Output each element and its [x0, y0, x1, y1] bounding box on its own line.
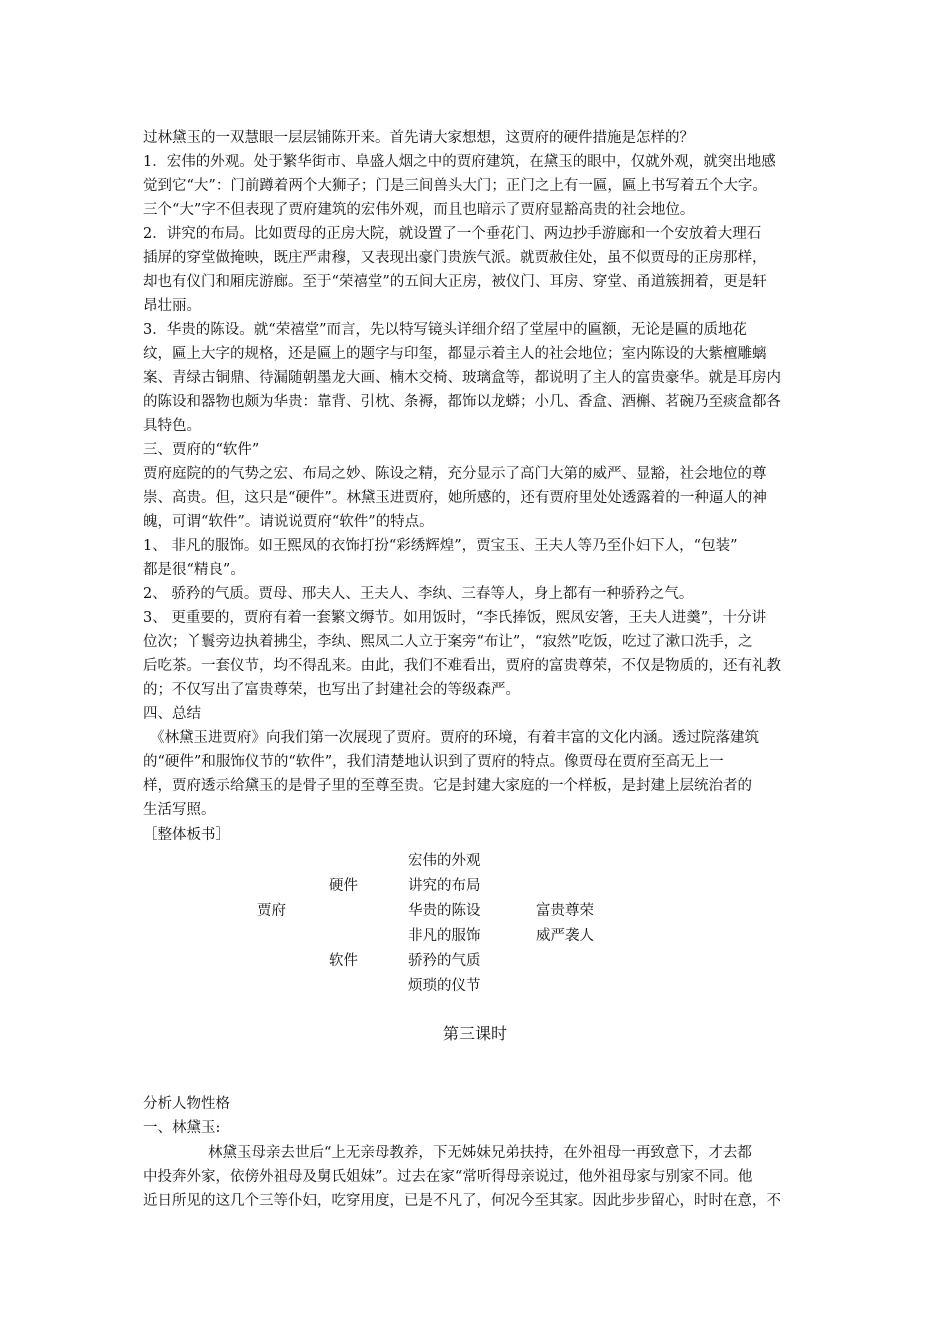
board-software-label: 软件: [329, 953, 358, 969]
board-item-h2: 讲究的布局: [408, 878, 481, 894]
section-heading: 四、总结: [143, 706, 201, 722]
text-line: 贾府庭院的的气势之宏、布局之妙、陈设之精，充分显示了高门大第的威严、显豁，社会地位的尊: [143, 466, 767, 482]
section-heading: 一、林黛玉:: [143, 1120, 221, 1136]
text-line: 的陈设和器物也颇为华贵：靠背、引枕、条褥，都饰以龙蟒；小几、香盒、酒槲、茗碗乃至痰盒都各: [143, 394, 781, 410]
board-heading: ［整体板书］: [143, 827, 230, 843]
text-line: 样，贾府透示给黛玉的是骨子里的至尊至贵。它是封建大家庭的一个样板，是封建上层统治者的: [143, 778, 752, 794]
text-line: 位次；丫鬟旁边执着拂尘，李纨、熙凤二人立于案旁“布让”，“寂然”吃饭，吃过了漱口洗手，之: [143, 634, 753, 650]
text-line: 近日所见的这几个三等仆妇，吃穿用度，已是不凡了，何况今至其家。因此步步留心，时时在意，不: [143, 1193, 781, 1209]
board-hardware-label: 硬件: [329, 878, 358, 894]
board-result-2: 威严袭人: [536, 928, 594, 944]
board-item-s1: 非凡的服饰: [408, 928, 481, 944]
board-item-h3: 华贵的陈设: [408, 903, 481, 919]
board-item-s2: 骄矜的气质: [408, 953, 481, 969]
text-line: 都是很“精良”。: [143, 562, 245, 578]
text-line: 2、 骄矜的气质。贾母、邢夫人、王夫人、李纨、三春等人，身上都有一种骄矜之气。: [143, 586, 694, 602]
text-line: 的“硬件”和服饰仪节的“软件”，我们清楚地认识到了贾府的特点。像贾母在贾府至高无上一: [143, 754, 724, 770]
text-line: 1．宏伟的外观。处于繁华街市、阜盛人烟之中的贾府建筑，在黛玉的眼中，仅就外观，就突出地感: [143, 154, 776, 170]
section-heading: 分析人物性格: [143, 1096, 230, 1112]
board-jiafu-label: 贾府: [257, 903, 286, 919]
text-line: 中投奔外家，依傍外祖母及舅氏姐妹”。过去在家“常听得母亲说过，他外祖母家与别家不同。他: [143, 1169, 753, 1185]
text-line: 插屏的穿堂做掩映，既庄严肃穆，又表现出豪门贵族气派。就贾赦住处，虽不似贾母的正房那样，: [143, 250, 767, 266]
lesson-title: 第三课时: [442, 1024, 507, 1043]
text-line: 2．讲究的布局。比如贾母的正房大院，就设置了一个垂花门、两边抄手游廊和一个安放着大理石: [143, 226, 762, 242]
section-heading: 三、贾府的“软件”: [143, 442, 260, 458]
text-line: 案、青绿古铜鼎、待漏随朝墨龙大画、楠木交椅、玻璃盒等，都说明了主人的富贵豪华。就是耳房内: [143, 370, 781, 386]
text-line: 具特色。: [143, 418, 201, 434]
text-line: 3．华贵的陈设。就“荣禧堂”而言，先以特写镜头详细介绍了堂屋中的匾额，无论是匾的质地花: [143, 322, 748, 338]
text-line: 后吃茶。一套仪节，均不得乱来。由此，我们不难看出，贾府的富贵尊荣，不仅是物质的，还有礼教: [143, 658, 781, 674]
text-line: 崇、高贵。但，这只是“硬件”。林黛玉进贾府，她所感的，还有贾府里处处透露着的一种逼人的神: [143, 490, 767, 506]
board-item-s3: 烦琐的仪节: [408, 978, 481, 994]
text-line: 却也有仪门和厢庑游廊。至于“荣禧堂”的五间大正房，被仪门、耳房、穿堂、甬道簇拥着，更是轩: [143, 274, 767, 290]
text-line: 过林黛玉的一双慧眼一层层铺陈开来。首先请大家想想，这贾府的硬件措施是怎样的？: [143, 130, 694, 146]
text-line: 魄，可谓“软件”。请说说贾府“软件”的特点。: [143, 514, 434, 530]
text-line: 3、 更重要的，贾府有着一套繁文缛节。如用饭时，“李氏捧饭，熙凤安箸，王夫人进羹”，十分讲: [143, 610, 767, 626]
text-line: 《林黛玉进贾府》向我们第一次展现了贾府。贾府的环境，有着丰富的文化内涵。透过院落建筑: [150, 730, 759, 746]
board-result-1: 富贵尊荣: [536, 903, 594, 919]
text-line: 的；不仅写出了富贵尊荣，也写出了封建社会的等级森严。: [143, 682, 520, 698]
board-item-h1: 宏伟的外观: [408, 853, 481, 869]
text-line: 昂壮丽。: [143, 298, 201, 314]
text-line: 三个“大”字不但表现了贾府建筑的宏伟外观，而且也暗示了贾府显豁高贵的社会地位。: [143, 202, 695, 218]
text-line: 林黛玉母亲去世后“上无亲母教养，下无姊妹兄弟扶持，在外祖母一再致意下，才去都: [208, 1145, 752, 1161]
text-line: 生活写照。: [143, 802, 216, 818]
text-line: 纹，匾上大字的规格，还是匾上的题字与印玺，都显示着主人的社会地位；室内陈设的大紫檀雕螭: [143, 346, 767, 362]
text-line: 1、 非凡的服饰。如王熙凤的衣饰打扮“彩绣辉煌”，贾宝玉、王夫人等乃至仆妇下人，“包装”: [143, 538, 738, 554]
text-line: 觉到它“大”：门前蹲着两个大狮子；门是三间兽头大门；正门之上有一匾，匾上书写着五个大字。: [143, 178, 767, 194]
